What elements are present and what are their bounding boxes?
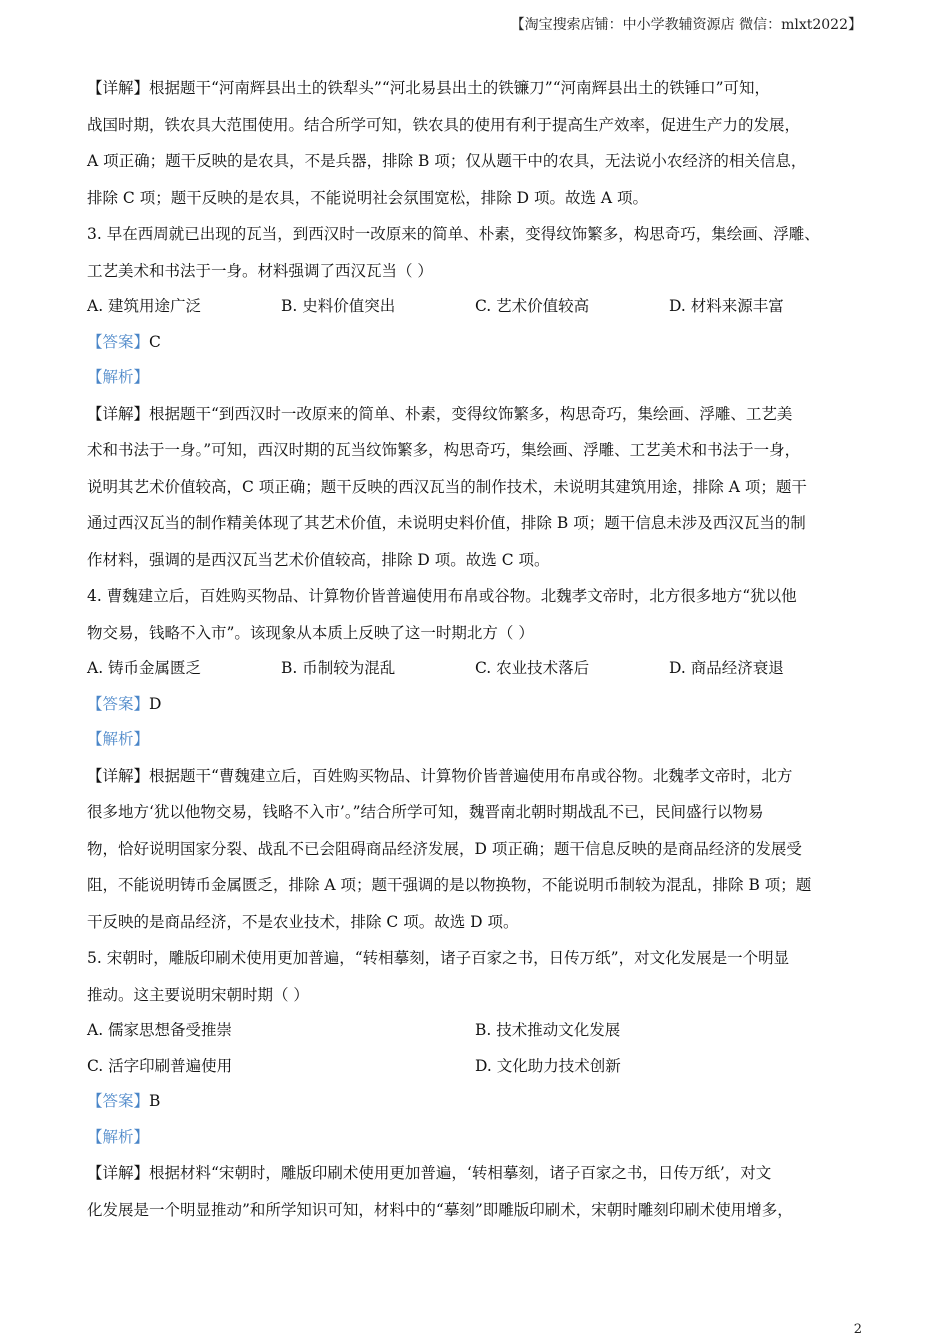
option-item: C. 农业技术落后 <box>475 659 590 677</box>
text-line: 通过西汉瓦当的制作精美体现了其艺术价值，未说明史料价值，排除 B 项；题干信息未涉及西汉瓦当的制 <box>87 514 806 532</box>
paragraph <box>87 940 867 1013</box>
document-body <box>87 70 867 1228</box>
text-line: 【详解】根据材料“宋朝时，雕版印刷术使用更加普遍，‘转相摹刻，诸子百家之书，日传万纸’，对文 <box>87 1164 772 1182</box>
text-line: 作材料，强调的是西汉瓦当艺术价值较高，排除 D 项。故选 C 项。 <box>87 550 550 569</box>
answer-label: 【答案】 <box>87 1092 150 1110</box>
text-line: 很多地方‘犹以他物交易，钱略不入市’。”结合所学可知，魏晋南北朝时期战乱不已，民间盛行以物易 <box>87 803 764 821</box>
options-row <box>87 651 867 687</box>
analysis-label: 【解析】 <box>87 368 150 386</box>
text-line: 排除 C 项；题干反映的是农具，不能说明社会氛围宽松，排除 D 项。故选 A 项。 <box>87 188 649 207</box>
option-item: D. 商品经济衰退 <box>669 659 784 677</box>
answer-value: B <box>149 1092 161 1110</box>
text-line: 阻，不能说明铸币金属匮乏，排除 A 项；题干强调的是以物换物，不能说明币制较为混乱，排除 B 项；题 <box>87 876 812 894</box>
option-item: B. 币制较为混乱 <box>281 659 396 677</box>
text-line: 工艺美术和书法于一身。材料强调了西汉瓦当（ ） <box>87 261 433 280</box>
paragraph <box>87 1155 867 1228</box>
answer-line <box>87 687 867 723</box>
option-item: C. 活字印刷普遍使用 <box>87 1056 233 1075</box>
text-line: 化发展是一个明显推动”和所学知识可知，材料中的“摹刻”即雕版印刷术，宋朝时雕刻印刷术使用增多， <box>87 1200 793 1219</box>
text-line: 3. 早在西周就已出现的瓦当，到西汉时一改原来的简单、朴素，变得纹饰繁多，构思奇巧，集绘画、浮雕、 <box>87 225 820 243</box>
answer-value: D <box>149 694 162 713</box>
paragraph <box>87 396 867 579</box>
answer-line <box>87 325 867 361</box>
option-item: A. 铸币金属匮乏 <box>87 659 202 677</box>
paragraph <box>87 70 867 216</box>
text-line: 推动。这主要说明宋朝时期（ ） <box>87 985 309 1004</box>
text-line: 物，恰好说明国家分裂、战乱不已会阻碍商品经济发展，D 项正确；题干信息反映的是商品经济的发展受 <box>87 839 802 858</box>
page-header: 【淘宝搜索店铺：中小学教辅资源店 微信：mlxt2022】 <box>510 17 862 33</box>
text-line: 物交易，钱略不入市”。该现象从本质上反映了这一时期北方（ ） <box>87 623 534 642</box>
option-item: D. 文化助力技术创新 <box>475 1056 621 1075</box>
text-line: A 项正确；题干反映的是农具，不是兵器，排除 B 项；仅从题干中的农具，无法说小农经济的相关信息， <box>87 152 807 170</box>
option-item: A. 儒家思想备受推崇 <box>87 1021 233 1039</box>
analysis-label: 【解析】 <box>87 730 150 748</box>
option-item: A. 建筑用途广泛 <box>87 297 202 315</box>
paragraph <box>87 758 867 941</box>
text-line: 战国时期，铁农具大范围使用。结合所学可知，铁农具的使用有利于提高生产效率，促进生产力的发展， <box>87 115 801 134</box>
text-line: 【详解】根据题干“曹魏建立后，百姓购买物品、计算物价皆普遍使用布帛或谷物。北魏孝文帝时，北方 <box>87 766 793 785</box>
text-line: 干反映的是商品经济，不是农业技术，排除 C 项。故选 D 项。 <box>87 912 519 931</box>
text-line: 4. 曹魏建立后，百姓购买物品、计算物价皆普遍使用布帛或谷物。北魏孝文帝时，北方很多地方“犹以他 <box>87 587 797 605</box>
analysis-label: 【解析】 <box>87 1127 150 1146</box>
paragraph <box>87 578 867 651</box>
paragraph <box>87 216 867 289</box>
answer-value: C <box>149 332 161 351</box>
text-line: 术和书法于一身。”可知，西汉时期的瓦当纹饰繁多，构思奇巧，集绘画、浮雕、工艺美术和书法于一身， <box>87 441 801 459</box>
option-item: C. 艺术价值较高 <box>475 297 590 315</box>
options-row <box>87 1013 867 1049</box>
text-line: 【详解】根据题干“到西汉时一改原来的简单、朴素，变得纹饰繁多，构思奇巧，集绘画、浮雕、工艺美 <box>87 404 793 423</box>
answer-label: 【答案】 <box>87 332 150 351</box>
text-line: 5. 宋朝时，雕版印刷术使用更加普遍，“转相摹刻，诸子百家之书，日传万纸”，对文化发展是一个明显 <box>87 949 790 967</box>
text-line: 【详解】根据题干“河南辉县出土的铁犁头”“河北易县出土的铁镰刀”“河南辉县出土的铁锤口”可知， <box>87 79 771 97</box>
options-row <box>87 289 867 325</box>
option-item: B. 史料价值突出 <box>281 297 396 315</box>
text-line: 说明其艺术价值较高，C 项正确；题干反映的西汉瓦当的制作技术，未说明其建筑用途，排除 A 项；题干 <box>87 477 807 496</box>
page-number: 2 <box>853 1322 862 1337</box>
options-row <box>87 1049 867 1085</box>
answer-label: 【答案】 <box>87 694 150 713</box>
option-item: B. 技术推动文化发展 <box>475 1021 621 1039</box>
option-item: D. 材料来源丰富 <box>669 297 784 315</box>
answer-line <box>87 1084 867 1120</box>
